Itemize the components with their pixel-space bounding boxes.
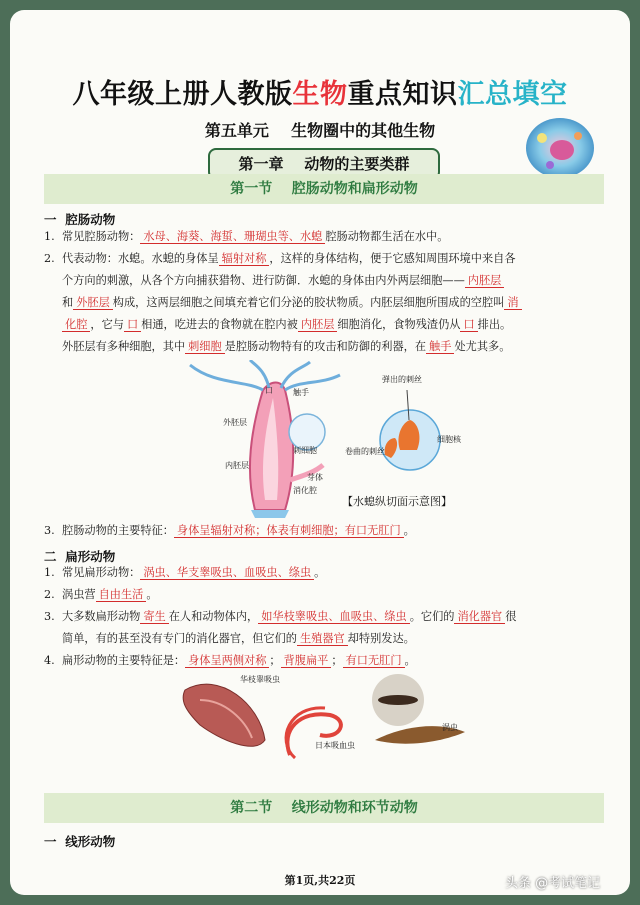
flatworm-line-3: 3. 大多数扁形动物 寄生 在人和动物体内， 如华枝睾吸虫、血吸虫、绦虫 。它们的 消化器官 很 [44, 610, 517, 623]
text-line-2: 2. 代表动物：水螅。水螅的身体呈 辐射对称 ，这样的身体结构，便于它感知周围环境中来自各 [44, 252, 516, 265]
flatworm-images [180, 670, 480, 765]
label-bud: 芽体 [307, 473, 323, 482]
title-part4: 汇总填空 [457, 79, 568, 110]
label-mouth: 口 [265, 386, 273, 395]
page-title [10, 72, 630, 111]
answer-blank: 涡虫、华支睾吸虫、血吸虫、绦虫 [140, 566, 314, 580]
flatworm-line-4: 4. 扁形动物的主要特征是： 身体呈两侧对称 ； 背腹扁平 ； 有口无肛门 。 [44, 654, 416, 667]
answer-blank: 身体呈两侧对称 [185, 654, 269, 668]
flatworm-line-2: 2. 涡虫营 自由生活 。 [44, 588, 158, 601]
heading-coelenterate: 一 腔肠动物 [44, 212, 116, 227]
label-endoderm: 内胚层 [225, 461, 249, 470]
label-ectoderm: 外胚层 [223, 418, 247, 427]
section-2-title: 第二节 线形动物和环节动物 [44, 793, 604, 823]
worksheet-page [10, 10, 630, 895]
answer-blank: 寄生 [140, 610, 168, 624]
answer-blank: 身体呈辐射对称；体表有刺细胞；有口无肛门 [174, 524, 404, 538]
label-ejected-thread: 弹出的刺丝 [382, 375, 422, 384]
label-schistosoma: 日本吸血虫 [315, 741, 355, 750]
answer-blank: 背腹扁平 [281, 654, 332, 668]
heading-flatworm: 二 扁形动物 [44, 549, 116, 564]
diagram-caption: 【水螅纵切面示意图】 [342, 495, 452, 508]
title-part2: 生物 [292, 79, 348, 110]
label-clonorchis: 华枝睾吸虫 [240, 675, 280, 684]
heading-nematode: 一 线形动物 [44, 834, 116, 849]
label-coiled-thread: 卷曲的刺丝 [345, 447, 385, 456]
label-tentacle: 触手 [293, 388, 309, 397]
answer-blank: 口 [124, 318, 141, 332]
label-nucleus: 细胞核 [437, 435, 461, 444]
text-line-5: 化腔 ，它与 口 相通，吃进去的食物就在腔内被 内胚层 细胞消化，食物残渣仍从 口 排出。 [62, 314, 630, 336]
answer-blank: 消 [504, 296, 521, 310]
answer-blank: 水母、海葵、海蜇、珊瑚虫等、水螅 [140, 230, 325, 244]
flatworm-line-3b: 简单，有的甚至没有专门的消化器官，但它们的 生殖器官 却特别发达。 [62, 632, 415, 645]
text-line-3: 个方向的刺激，从各个方向捕获猎物、进行防御．水螅的身体由内外两层细胞—— 内胚层 [62, 270, 630, 292]
title-part3: 重点知识 [347, 79, 458, 110]
answer-blank: 消化器官 [454, 610, 505, 624]
section-1-title: 第一节 腔肠动物和扁形动物 [44, 174, 604, 204]
watermark: 头条 @考试笔记 [505, 876, 601, 891]
text-line-6: 外胚层有多种细胞，其中 刺细胞 是腔肠动物特有的攻击和防御的利器，在 触手 处尤其多。 [62, 340, 511, 353]
flatworm-line-1: 1. 常见扁形动物： 涡虫、华支睾吸虫、血吸虫、绦虫 。 [44, 566, 326, 579]
answer-blank: 口 [460, 318, 477, 332]
text-line-1: 1. 常见腔肠动物： 水母、海葵、海蜇、珊瑚虫等、水螅 腔肠动物都生活在水中。 [44, 230, 449, 243]
chapter-title: 第一章 动物的主要类群 [208, 148, 440, 180]
answer-blank: 生殖器官 [297, 632, 348, 646]
page-footer: 第1页,共22页 [284, 874, 356, 887]
answer-blank: 内胚层 [465, 274, 505, 288]
text-line-4: 和 外胚层 构成，这两层细胞之间填充着它们分泌的胶状物质。内胚层细胞所围成的空腔叫 消 [62, 292, 630, 314]
answer-blank: 自由生活 [96, 588, 147, 602]
answer-blank: 内胚层 [298, 318, 338, 332]
answer-blank: 触手 [426, 340, 454, 354]
title-part1: 八年级上册人教版 [72, 79, 293, 110]
text-line-7: 3. 腔肠动物的主要特征： 身体呈辐射对称；体表有刺细胞；有口无肛门 。 [44, 524, 415, 537]
answer-blank: 刺细胞 [185, 340, 225, 354]
unit-title: 第五单元 生物圈中的其他生物 [204, 121, 436, 140]
answer-blank: 外胚层 [73, 296, 113, 310]
label-planarian: 涡虫 [442, 723, 458, 732]
answer-blank: 化腔 [62, 318, 90, 332]
answer-blank: 有口无肛门 [343, 654, 405, 668]
label-cavity: 消化腔 [293, 486, 317, 495]
answer-blank: 辐射对称 [219, 252, 270, 266]
answer-blank: 如华枝睾吸虫、血吸虫、绦虫 [258, 610, 409, 624]
label-stinging-cell: 刺细胞 [293, 446, 317, 455]
